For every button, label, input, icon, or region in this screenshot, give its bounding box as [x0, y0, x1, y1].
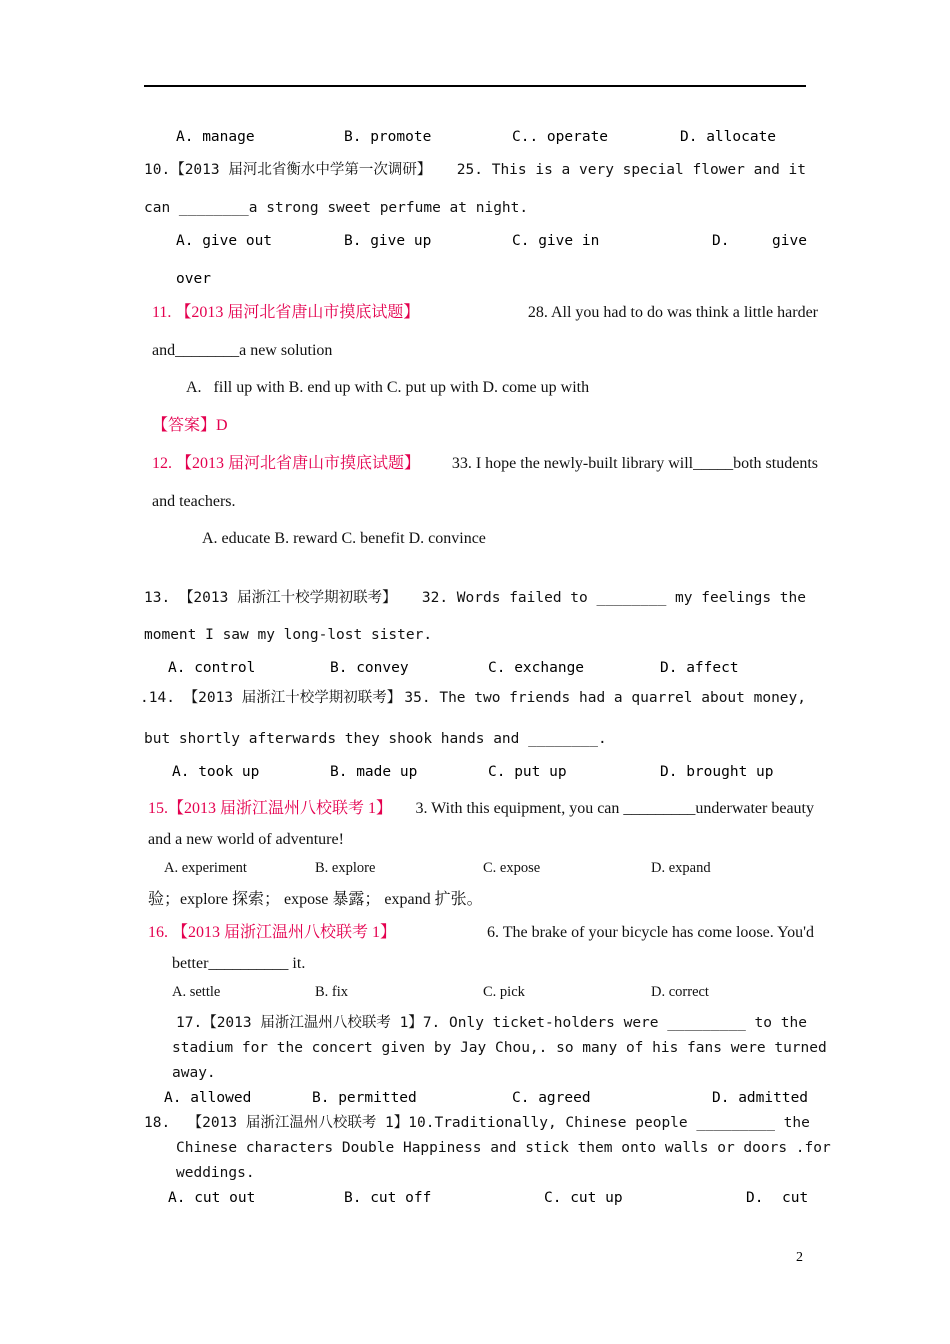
- q17-option-d: D. admitted: [712, 1090, 809, 1106]
- q12-line1: [152, 456, 818, 472]
- q9-option-b: B. promote: [344, 129, 432, 145]
- q18-line2: Chinese characters Double Happiness and stick them onto walls or doors .for: [176, 1140, 831, 1156]
- q10-number: 10.: [144, 162, 171, 178]
- q9-option-a: A. manage: [176, 129, 255, 145]
- q14-line1: [140, 691, 806, 706]
- q11-stem: 28. All you had to do was think a little harder: [527, 304, 818, 321]
- q16-stem: 6. The brake of your bicycle has come loose. You'd: [487, 924, 814, 941]
- q18-option-d-text: cut: [782, 1190, 809, 1206]
- q15-option-b: B. explore: [315, 860, 376, 876]
- q10-option-d-text: give: [772, 233, 807, 249]
- q18-option-c: C. cut up: [544, 1190, 623, 1206]
- q10-line2: can ________a strong sweet perfume at night.: [144, 200, 529, 216]
- q18-source: 【2013 届浙江温州八校联考 1】: [187, 1115, 409, 1131]
- q11-answer: 【答案】D: [152, 417, 228, 434]
- q11-number: 11.: [152, 304, 172, 321]
- q10-option-b: B. give up: [344, 233, 432, 249]
- q13-line1: [144, 591, 806, 606]
- q11-source: 【2013 届河北省唐山市摸底试题】: [175, 304, 420, 321]
- q16-option-c: C. pick: [483, 984, 525, 1000]
- q9-option-c: C.. operate: [512, 129, 609, 145]
- q18-option-d: D.: [746, 1190, 764, 1206]
- q16-option-b: B. fix: [315, 984, 349, 1000]
- q13-option-a: A. control: [168, 660, 256, 676]
- q16-option-a: A. settle: [172, 984, 221, 1000]
- q16-number: 16.: [148, 924, 168, 941]
- q15-line2: and a new world of adventure!: [148, 831, 344, 848]
- q13-option-d: D. affect: [660, 660, 739, 676]
- q15-option-d: D. expand: [651, 860, 711, 876]
- q15-stem: 3. With this equipment, you can _________underwater beauty: [415, 800, 814, 817]
- q12-options: A. educate B. reward C. benefit D. convince: [202, 530, 486, 547]
- q13-number: 13.: [144, 590, 171, 606]
- q18-option-a: A. cut out: [168, 1190, 256, 1206]
- q14-option-a: A. took up: [172, 764, 260, 780]
- q12-stem: 33. I hope the newly-built library will_____both students: [451, 455, 818, 472]
- q13-option-c: C. exchange: [488, 660, 585, 676]
- q10-stem: 25. This is a very special flower and it: [456, 162, 806, 178]
- q17-option-a: A. allowed: [164, 1090, 252, 1106]
- q10-option-c: C. give in: [512, 233, 600, 249]
- q12-source: 【2013 届河北省唐山市摸底试题】: [176, 455, 421, 472]
- q15-source: 【2013 届浙江温州八校联考 1】: [168, 800, 393, 817]
- q11-line1: [152, 305, 818, 321]
- q13-line2: moment I saw my long-lost sister.: [144, 627, 433, 643]
- q14-stem: 35. The two friends had a quarrel about money,: [404, 690, 806, 706]
- q11-options: A. fill up with B. end up with C. put up with D. come up with: [186, 379, 590, 396]
- q17-line2: stadium for the concert given by Jay Chou,. so many of his fans were turned: [172, 1040, 827, 1056]
- q17-option-c: C. agreed: [512, 1090, 591, 1106]
- page-number: 2: [796, 1250, 803, 1265]
- q9-option-d: D. allocate: [680, 129, 777, 145]
- q17-option-b: B. permitted: [312, 1090, 417, 1106]
- q12-line2: and teachers.: [152, 493, 236, 510]
- q17-number: 17.: [176, 1015, 203, 1031]
- q14-option-d: D. brought up: [660, 764, 774, 780]
- q10-option-a: A. give out: [176, 233, 273, 249]
- q17-line1: [176, 1016, 806, 1031]
- q10-option-wrap: over: [176, 271, 211, 287]
- q18-line1: [144, 1115, 810, 1131]
- q15-option-a: A. experiment: [164, 860, 247, 876]
- q16-option-d: D. correct: [651, 984, 709, 1000]
- q13-stem: 32. Words failed to ________ my feelings the: [421, 590, 806, 606]
- q14-source: 【2013 届浙江十校学期初联考】: [183, 690, 402, 706]
- q16-line1: [148, 925, 814, 941]
- q16-line2: better__________ it.: [172, 955, 306, 972]
- q12-number: 12.: [152, 455, 172, 472]
- header-rule: [144, 85, 806, 87]
- q16-source: 【2013 届浙江温州八校联考 1】: [172, 924, 397, 941]
- q17-line3: away.: [172, 1065, 216, 1081]
- q18-option-b: B. cut off: [344, 1190, 432, 1206]
- q17-stem: 7. Only ticket-holders were _________ to the: [422, 1015, 807, 1031]
- q15-note: 验；explore 探索； expose 暴露； expand 扩张。: [148, 891, 483, 908]
- q15-line1: [148, 801, 814, 817]
- q14-number: .14.: [140, 690, 175, 706]
- q15-number: 15.: [148, 800, 168, 817]
- q13-option-b: B. convey: [330, 660, 409, 676]
- q10-source: 【2013 届河北省衡水中学第一次调研】: [170, 162, 432, 178]
- q14-line2: but shortly afterwards they shook hands and ________.: [144, 731, 607, 747]
- q14-option-c: C. put up: [488, 764, 567, 780]
- q18-number: 18.: [144, 1115, 171, 1131]
- q17-source: 【2013 届浙江温州八校联考 1】: [202, 1015, 423, 1031]
- q18-stem: 10.Traditionally, Chinese people _________ the: [408, 1115, 810, 1131]
- q14-option-b: B. made up: [330, 764, 418, 780]
- q13-source: 【2013 届浙江十校学期初联考】: [178, 590, 397, 606]
- q15-option-c: C. expose: [483, 860, 541, 876]
- q11-line2: and________a new solution: [152, 342, 333, 359]
- q18-line3: weddings.: [176, 1165, 255, 1181]
- q10-option-d: D.: [712, 233, 730, 249]
- q10-line1: [144, 163, 806, 178]
